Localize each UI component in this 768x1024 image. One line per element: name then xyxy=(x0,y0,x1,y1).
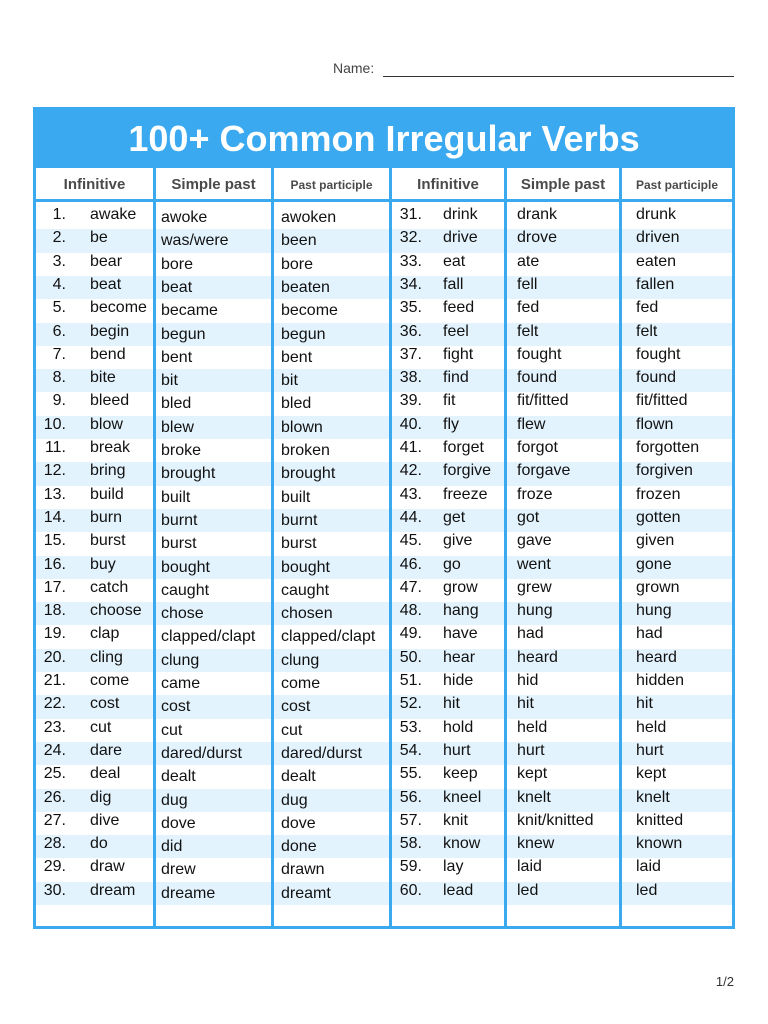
verb-number: 53. xyxy=(399,718,422,736)
table-row xyxy=(36,506,732,529)
simple-past-cell: broke xyxy=(161,442,202,459)
infinitive-cell: hide xyxy=(443,672,474,689)
past-participle-cell: clung xyxy=(281,651,320,669)
infinitive-cell: cling xyxy=(90,648,123,666)
past-participle-cell: held xyxy=(636,718,667,736)
verb-number: 45. xyxy=(399,532,422,550)
infinitive-cell: clap xyxy=(90,625,120,643)
table-row xyxy=(36,576,732,599)
infinitive-cell: cost xyxy=(90,695,120,713)
past-participle-cell: broken xyxy=(281,442,330,459)
table-row xyxy=(36,855,732,878)
column-headers xyxy=(36,168,732,202)
simple-past-cell: dared/durst xyxy=(161,744,242,762)
past-participle-cell: hit xyxy=(636,695,653,713)
infinitive-cell: find xyxy=(443,369,469,387)
simple-past-cell: hung xyxy=(517,602,553,620)
header-simple-past-left: Simple past xyxy=(156,168,274,202)
verb-number: 36. xyxy=(399,322,422,340)
infinitive-cell: have xyxy=(443,625,478,643)
verb-number: 9. xyxy=(52,392,66,410)
simple-past-cell: became xyxy=(161,302,218,320)
simple-past-cell: begun xyxy=(161,325,206,343)
table-row xyxy=(36,762,732,785)
verb-number: 1. xyxy=(52,206,66,223)
infinitive-cell: dig xyxy=(90,788,112,806)
simple-past-cell: cut xyxy=(161,721,183,739)
verb-number: 58. xyxy=(399,835,422,853)
past-participle-cell: laid xyxy=(636,858,661,876)
infinitive-cell: cut xyxy=(90,718,112,736)
simple-past-cell: was/were xyxy=(161,232,229,250)
simple-past-cell: laid xyxy=(517,858,542,876)
simple-past-cell: heard xyxy=(517,648,558,666)
simple-past-cell: did xyxy=(161,838,183,856)
infinitive-cell: fall xyxy=(443,275,464,293)
simple-past-cell: brought xyxy=(161,465,216,483)
verb-number: 20. xyxy=(43,648,66,666)
simple-past-cell: drove xyxy=(517,229,558,247)
verb-number: 34. xyxy=(399,275,422,293)
infinitive-cell: deal xyxy=(90,765,121,783)
past-participle-cell: become xyxy=(281,302,338,320)
infinitive-cell: catch xyxy=(90,578,129,596)
past-participle-cell: bit xyxy=(281,372,298,390)
page-number: 1/2 xyxy=(715,974,734,989)
simple-past-cell: forgave xyxy=(517,462,571,480)
infinitive-cell: give xyxy=(443,532,473,550)
simple-past-cell: drew xyxy=(161,861,196,879)
verb-number: 43. xyxy=(399,485,422,503)
simple-past-cell: burnt xyxy=(161,511,198,529)
simple-past-cell: bore xyxy=(161,255,194,273)
infinitive-cell: come xyxy=(90,672,130,689)
verb-number: 50. xyxy=(399,648,422,666)
infinitive-cell: burn xyxy=(90,508,123,526)
past-participle-cell: bent xyxy=(281,348,313,366)
simple-past-cell: fit/fitted xyxy=(517,392,569,410)
past-participle-cell: drunk xyxy=(636,206,677,223)
infinitive-cell: know xyxy=(443,835,481,853)
infinitive-cell: go xyxy=(443,555,461,573)
table-row xyxy=(36,459,732,482)
table-row xyxy=(36,622,732,645)
past-participle-cell: caught xyxy=(281,581,330,599)
past-participle-cell: forgiven xyxy=(636,462,693,480)
infinitive-cell: be xyxy=(90,229,108,247)
past-participle-cell: dug xyxy=(281,791,308,809)
infinitive-cell: begin xyxy=(90,322,130,340)
past-participle-cell: found xyxy=(636,369,677,387)
infinitive-cell: dive xyxy=(90,811,120,829)
past-participle-cell: been xyxy=(281,232,317,250)
verb-number: 16. xyxy=(43,555,66,573)
verb-number: 33. xyxy=(399,252,422,270)
header-past-participle-left: Past participle xyxy=(274,168,392,202)
infinitive-cell: drink xyxy=(443,206,478,223)
verb-number: 19. xyxy=(43,625,66,643)
past-participle-cell: known xyxy=(636,835,683,853)
verb-number: 55. xyxy=(399,765,422,783)
simple-past-cell: held xyxy=(517,718,548,736)
verb-number: 57. xyxy=(399,811,422,829)
infinitive-cell: blow xyxy=(90,415,123,433)
simple-past-cell: felt xyxy=(517,322,539,340)
past-participle-cell: fit/fitted xyxy=(636,392,688,410)
verb-number: 31. xyxy=(399,206,422,223)
simple-past-cell: bought xyxy=(161,558,210,576)
past-participle-cell: eaten xyxy=(636,252,677,270)
simple-past-cell: led xyxy=(517,881,539,899)
past-participle-cell: bled xyxy=(281,395,312,413)
infinitive-cell: hit xyxy=(443,695,460,713)
past-participle-cell: hung xyxy=(636,602,672,620)
simple-past-cell: flew xyxy=(517,415,546,433)
verb-number: 48. xyxy=(399,602,422,620)
table-row xyxy=(36,599,732,622)
verb-number: 8. xyxy=(52,369,66,387)
header-infinitive-left: Infinitive xyxy=(36,168,156,202)
infinitive-cell: get xyxy=(443,508,466,526)
past-participle-cell: clapped/clapt xyxy=(281,628,376,646)
infinitive-cell: bend xyxy=(90,345,126,363)
simple-past-cell: caught xyxy=(161,581,210,599)
infinitive-cell: hold xyxy=(443,718,474,736)
table-row xyxy=(36,786,732,809)
verb-number: 47. xyxy=(399,578,422,596)
table-row xyxy=(36,716,732,739)
infinitive-cell: fly xyxy=(443,415,459,433)
infinitive-cell: keep xyxy=(443,765,478,783)
verb-number: 41. xyxy=(399,439,422,456)
header-past-participle-right: Past participle xyxy=(622,168,732,202)
verb-number: 27. xyxy=(43,811,66,829)
infinitive-cell: beat xyxy=(90,275,122,293)
simple-past-cell: awoke xyxy=(161,209,208,226)
name-underline xyxy=(383,76,734,77)
infinitive-cell: draw xyxy=(90,858,125,876)
simple-past-cell: got xyxy=(517,508,540,526)
simple-past-cell: gave xyxy=(517,532,552,550)
simple-past-cell: hit xyxy=(517,695,534,713)
verb-number: 38. xyxy=(399,369,422,387)
past-participle-cell: begun xyxy=(281,325,326,343)
verb-number: 52. xyxy=(399,695,422,713)
simple-past-cell: blew xyxy=(161,418,194,436)
simple-past-cell: grew xyxy=(517,578,552,596)
past-participle-cell: frozen xyxy=(636,485,681,503)
header-infinitive-right: Infinitive xyxy=(392,168,507,202)
past-participle-cell: fought xyxy=(636,345,681,363)
past-participle-cell: chosen xyxy=(281,605,333,623)
table-row xyxy=(36,250,732,273)
infinitive-cell: hang xyxy=(443,602,479,620)
infinitive-cell: hear xyxy=(443,648,476,666)
simple-past-cell: ate xyxy=(517,252,540,270)
verb-number: 4. xyxy=(52,275,66,293)
table-row xyxy=(36,343,732,366)
verb-number: 5. xyxy=(52,299,66,317)
table-row xyxy=(36,273,732,296)
simple-past-cell: fell xyxy=(517,275,538,293)
verb-number: 17. xyxy=(43,578,66,596)
verb-number: 23. xyxy=(43,718,66,736)
infinitive-cell: bring xyxy=(90,462,126,480)
infinitive-cell: build xyxy=(90,485,124,503)
infinitive-cell: awake xyxy=(90,206,137,223)
infinitive-cell: bleed xyxy=(90,392,130,410)
table-row xyxy=(36,436,732,459)
past-participle-cell: hurt xyxy=(636,741,664,759)
verb-number: 6. xyxy=(52,322,66,340)
simple-past-cell: drank xyxy=(517,206,558,223)
verb-number: 30. xyxy=(43,881,66,899)
verb-number: 10. xyxy=(43,415,66,433)
simple-past-cell: knew xyxy=(517,835,555,853)
past-participle-cell: bore xyxy=(281,255,314,273)
table-row xyxy=(36,226,732,249)
infinitive-cell: drive xyxy=(443,229,478,247)
simple-past-cell: knelt xyxy=(517,788,551,806)
row-stripe xyxy=(36,905,732,928)
simple-past-cell: froze xyxy=(517,485,553,503)
past-participle-cell: beaten xyxy=(281,278,330,296)
past-participle-cell: drawn xyxy=(281,861,325,879)
infinitive-cell: fit xyxy=(443,392,456,410)
table-row xyxy=(36,389,732,412)
past-participle-cell: grown xyxy=(636,578,680,596)
past-participle-cell: kept xyxy=(636,765,667,783)
simple-past-cell: bit xyxy=(161,372,178,390)
infinitive-cell: dream xyxy=(90,881,136,899)
past-participle-cell: burst xyxy=(281,535,317,553)
simple-past-cell: built xyxy=(161,488,191,506)
infinitive-cell: fight xyxy=(443,345,474,363)
infinitive-cell: forget xyxy=(443,439,484,456)
verb-number: 2. xyxy=(52,229,66,247)
past-participle-cell: fallen xyxy=(636,275,675,293)
infinitive-cell: hurt xyxy=(443,741,471,759)
verb-number: 40. xyxy=(399,415,422,433)
past-participle-cell: hidden xyxy=(636,672,685,689)
verb-number: 49. xyxy=(399,625,422,643)
simple-past-cell: beat xyxy=(161,278,193,296)
past-participle-cell: felt xyxy=(636,322,658,340)
verb-number: 54. xyxy=(399,741,422,759)
simple-past-cell: burst xyxy=(161,535,197,553)
verb-number: 44. xyxy=(399,508,422,526)
past-participle-cell: fed xyxy=(636,299,659,317)
header-simple-past-right: Simple past xyxy=(507,168,622,202)
simple-past-cell: forgot xyxy=(517,439,558,456)
verb-number: 60. xyxy=(399,881,422,899)
verb-number: 11. xyxy=(44,439,66,456)
past-participle-cell: forgotten xyxy=(636,439,700,456)
simple-past-cell: knit/knitted xyxy=(517,811,594,829)
verb-number: 28. xyxy=(43,835,66,853)
verb-number: 24. xyxy=(43,741,66,759)
verb-number: 7. xyxy=(52,345,66,363)
infinitive-cell: do xyxy=(90,835,108,853)
simple-past-cell: cost xyxy=(161,698,191,716)
past-participle-cell: burnt xyxy=(281,511,318,529)
infinitive-cell: forgive xyxy=(443,462,492,480)
infinitive-cell: lead xyxy=(443,881,474,899)
past-participle-cell: blown xyxy=(281,418,323,436)
simple-past-cell: hurt xyxy=(517,741,545,759)
simple-past-cell: dreame xyxy=(161,884,216,902)
simple-past-cell: bent xyxy=(161,348,193,366)
verb-number: 35. xyxy=(399,299,422,317)
infinitive-cell: feed xyxy=(443,299,475,317)
simple-past-cell: hid xyxy=(517,672,539,689)
past-participle-cell: come xyxy=(281,675,321,692)
verb-number: 51. xyxy=(399,672,422,689)
simple-past-cell: found xyxy=(517,369,558,387)
past-participle-cell: knelt xyxy=(636,788,670,806)
past-participle-cell: dove xyxy=(281,814,316,832)
infinitive-cell: freeze xyxy=(443,485,488,503)
past-participle-cell: brought xyxy=(281,465,336,483)
verb-number: 56. xyxy=(399,788,422,806)
verb-number: 22. xyxy=(43,695,66,713)
simple-past-cell: dug xyxy=(161,791,188,809)
past-participle-cell: had xyxy=(636,625,663,643)
verb-number: 21. xyxy=(43,672,66,689)
name-label: Name: xyxy=(333,60,375,76)
infinitive-cell: bear xyxy=(90,252,123,270)
table-row xyxy=(36,832,732,855)
table-row xyxy=(36,646,732,669)
simple-past-cell: dove xyxy=(161,814,196,832)
verb-number: 46. xyxy=(399,555,422,573)
verb-number: 15. xyxy=(43,532,66,550)
simple-past-cell: went xyxy=(517,555,551,573)
past-participle-cell: knitted xyxy=(636,811,684,829)
past-participle-cell: given xyxy=(636,532,675,550)
table-row xyxy=(36,692,732,715)
past-participle-cell: dealt xyxy=(281,768,316,786)
simple-past-cell: dealt xyxy=(161,768,196,786)
table-row xyxy=(36,553,732,576)
infinitive-cell: become xyxy=(90,299,147,317)
past-participle-cell: done xyxy=(281,838,317,856)
table-row xyxy=(36,879,732,902)
past-participle-cell: flown xyxy=(636,415,674,433)
verb-number: 18. xyxy=(43,602,66,620)
infinitive-cell: buy xyxy=(90,555,116,573)
table-row xyxy=(36,203,732,226)
verb-number: 59. xyxy=(399,858,422,876)
past-participle-cell: built xyxy=(281,488,311,506)
table-row xyxy=(36,413,732,436)
verb-number: 37. xyxy=(399,345,422,363)
verb-number: 14. xyxy=(43,508,66,526)
infinitive-cell: dare xyxy=(90,741,123,759)
verb-number: 25. xyxy=(43,765,66,783)
simple-past-cell: clapped/clapt xyxy=(161,628,256,646)
simple-past-cell: fed xyxy=(517,299,540,317)
infinitive-cell: knit xyxy=(443,811,468,829)
past-participle-cell: gone xyxy=(636,555,672,573)
verb-number: 29. xyxy=(43,858,66,876)
infinitive-cell: feel xyxy=(443,322,469,340)
past-participle-cell: cost xyxy=(281,698,311,716)
verb-sheet xyxy=(33,107,735,929)
simple-past-cell: chose xyxy=(161,605,204,623)
past-participle-cell: gotten xyxy=(636,508,681,526)
table-row xyxy=(36,669,732,692)
infinitive-cell: lay xyxy=(443,858,464,876)
past-participle-cell: dared/durst xyxy=(281,744,362,762)
infinitive-cell: eat xyxy=(443,252,466,270)
infinitive-cell: break xyxy=(90,439,131,456)
table-row xyxy=(36,320,732,343)
past-participle-cell: heard xyxy=(636,648,677,666)
table-row xyxy=(36,296,732,319)
infinitive-cell: kneel xyxy=(443,788,482,806)
verb-number: 32. xyxy=(399,229,422,247)
verb-number: 26. xyxy=(43,788,66,806)
sheet-title: 100+ Common Irregular Verbs xyxy=(36,110,732,168)
infinitive-cell: burst xyxy=(90,532,126,550)
simple-past-cell: bled xyxy=(161,395,192,413)
infinitive-cell: choose xyxy=(90,602,142,620)
simple-past-cell: had xyxy=(517,625,544,643)
simple-past-cell: came xyxy=(161,675,201,692)
past-participle-cell: awoken xyxy=(281,209,337,226)
past-participle-cell: cut xyxy=(281,721,303,739)
past-participle-cell: driven xyxy=(636,229,680,247)
table-row xyxy=(36,366,732,389)
verb-number: 12. xyxy=(43,462,66,480)
verb-number: 39. xyxy=(399,392,422,410)
table-row xyxy=(36,483,732,506)
simple-past-cell: clung xyxy=(161,651,200,669)
verb-number: 42. xyxy=(399,462,422,480)
past-participle-cell: led xyxy=(636,881,658,899)
verb-number: 3. xyxy=(52,252,66,270)
table-row xyxy=(36,529,732,552)
table-row xyxy=(36,739,732,762)
past-participle-cell: dreamt xyxy=(281,884,331,902)
table-row xyxy=(36,809,732,832)
simple-past-cell: kept xyxy=(517,765,548,783)
infinitive-cell: grow xyxy=(443,578,478,596)
past-participle-cell: bought xyxy=(281,558,330,576)
simple-past-cell: fought xyxy=(517,345,562,363)
infinitive-cell: bite xyxy=(90,369,116,387)
verb-number: 13. xyxy=(43,485,66,503)
